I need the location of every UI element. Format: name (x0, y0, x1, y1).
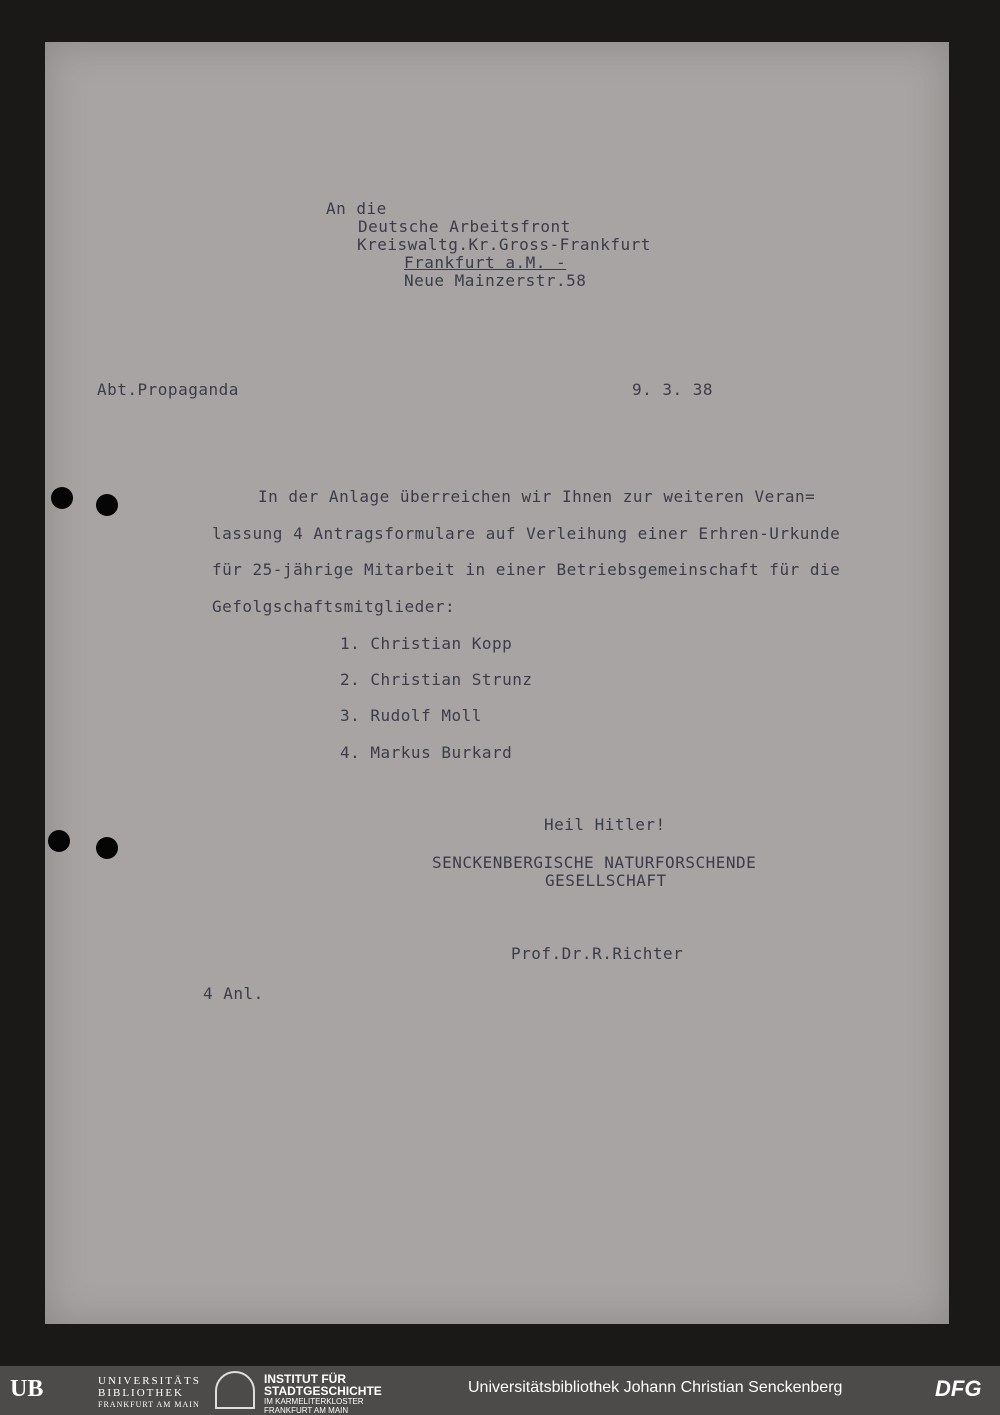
ub-logo-line: FRANKFURT AM MAIN (98, 1400, 200, 1409)
address-line-3: Kreiswaltg.Kr.Gross-Frankfurt (357, 235, 651, 254)
address-line-5: Neue Mainzerstr.58 (404, 271, 587, 290)
institute-line: FRANKFURT AM MAIN (264, 1406, 349, 1415)
department: Abt.Propaganda (97, 380, 239, 399)
institute-logo-icon (215, 1371, 255, 1409)
body-line-3: für 25-jährige Mitarbeit in einer Betriebsgemeinschaft für die (212, 560, 841, 579)
organization-line-2: GESELLSCHAFT (545, 871, 667, 890)
ub-logo-line: BIBLIOTHEK (98, 1387, 184, 1399)
punch-hole (51, 487, 73, 509)
ub-logo-text (98, 1375, 201, 1411)
enclosures-note: 4 Anl. (203, 984, 264, 1003)
signature-name: Prof.Dr.R.Richter (511, 944, 684, 963)
dfg-logo: DFG (935, 1376, 982, 1401)
closing-salutation: Heil Hitler! (544, 815, 666, 834)
punch-hole (96, 837, 118, 859)
list-item: 1. Christian Kopp (340, 634, 513, 653)
institute-line: INSTITUT FÜR (264, 1372, 346, 1386)
address-line-4: Frankfurt a.M. - (404, 253, 567, 272)
address-line-1: An die (326, 199, 387, 218)
body-line-1: In der Anlage überreichen wir Ihnen zur weiteren Veran= (258, 487, 816, 506)
organization-line-1: SENCKENBERGISCHE NATURFORSCHENDE (432, 853, 757, 872)
institute-logo-text (264, 1373, 382, 1415)
list-item: 2. Christian Strunz (340, 670, 533, 689)
address-line-2: Deutsche Arbeitsfront (358, 217, 571, 236)
ub-logo: UB (10, 1376, 44, 1402)
body-line-4: Gefolgschaftsmitglieder: (212, 597, 456, 616)
ub-logo-line: UNIVERSITÄTS (98, 1375, 201, 1387)
library-name: Universitätsbibliothek Johann Christian Senckenberg (468, 1379, 843, 1396)
institute-line: IM KARMELITERKLOSTER (264, 1397, 364, 1406)
punch-hole (96, 494, 118, 516)
body-line-2: lassung 4 Antragsformulare auf Verleihung einer Erhren-Urkunde (212, 524, 841, 543)
footer-bar (0, 1366, 1000, 1415)
list-item: 3. Rudolf Moll (340, 706, 482, 725)
institute-line: STADTGESCHICHTE (264, 1384, 382, 1398)
letter-date: 9. 3. 38 (632, 380, 714, 399)
list-item: 4. Markus Burkard (340, 743, 513, 762)
punch-hole (48, 830, 70, 852)
